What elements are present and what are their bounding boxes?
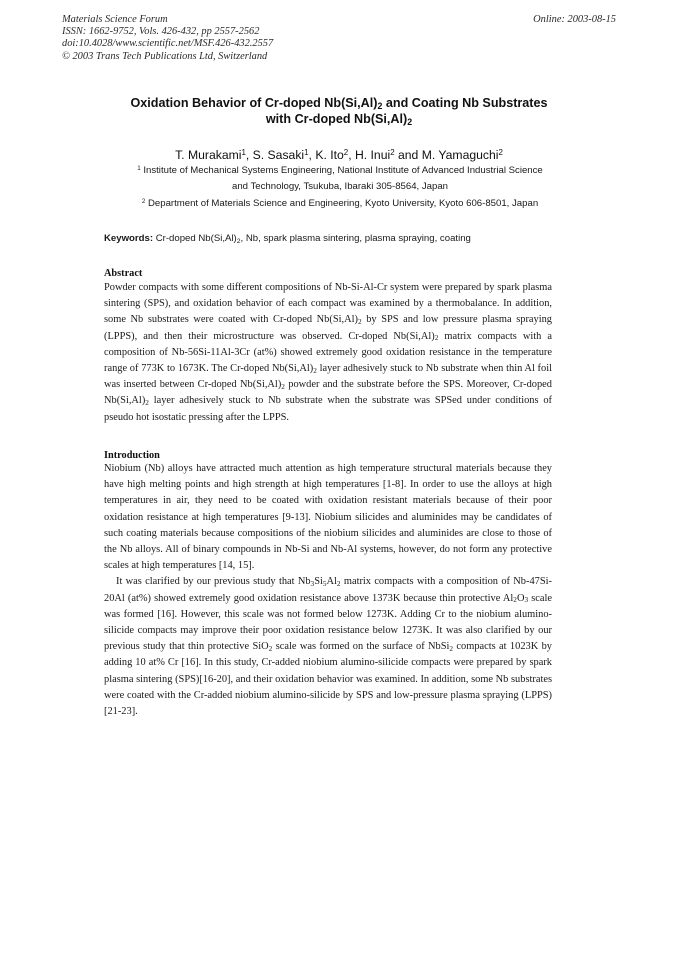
online-date: Online: 2003-08-15 [533,14,616,25]
author-name: M. Yamaguchi [421,148,499,162]
journal-name: Materials Science Forum [62,14,168,25]
abstract-heading: Abstract [104,268,143,279]
intro-paragraph-2: It was clarified by our previous study that $Nb_3Si_5Al_2$ matrix compacts with a composition of Nb-47Si-20Al (at%) showed extremely good oxidation resistance above 1373K because thin protective $Al_2O_3$ scale was formed [16]. However, this scale was not formed below 1273K. Adding Cr to the niobium alumino-silicide compacts may improve their poor oxidation resistance below 1273K. It was also clarified by our previous study that thin protective SiO$_2$ scale was formed on the surface of NbSi$_2$ compacts at 1023K by adding 10 at% Cr [16]. In this study, Cr-added niobium alumino-silicide compacts were prepared by spark plasma sintering (SPS)[16-20], and their oxidation behavior was examined. In addition, some Nb substrates were coated with the Cr-added niobium alumino-silicide by SPS and low-pressure plasma spraying (LPPS) [21-23]. [104,576,552,718]
author-name: T. Murakami [175,148,242,162]
keywords: Keywords: Cr-doped $Nb(Si,Al)_2$, Nb, spark plasma sintering, plasma spraying, coating [104,233,471,245]
intro-paragraph-1: Niobium (Nb) alloys have attracted much attention as high temperature structural materials because they have high melting points and high strength at high temperatures [1-8]. In order to use the alloys at high temperatures in air, they need to be coated with oxidation resistant materials because of their poor oxidation resistance at high temperatures [9-13]. Niobium silicides and aluminides may be candidates of such coating materials because compositions of the niobium silicides and aluminides are close to those of the Nb alloys. All of binary compounds in Nb-Si and Nb-Al systems, however, do not form any protective scales at high temperatures [14, 15]. [104,463,552,572]
title-line-2: with Cr-doped $Nb(Si,Al)_2$ [265,112,413,128]
author-name: K. Ito [315,148,344,162]
introduction-body [104,461,552,720]
affiliation-marker: 1 [241,148,246,158]
introduction-heading: Introduction [104,450,160,461]
doi-line: doi:10.4028/www.scientific.net/MSF.426-432.2557 [62,38,274,50]
affiliation-marker: 2 [343,148,349,158]
affiliation-marker: 2 [390,148,395,158]
affiliation-2: $^2$ Department of Materials Science and Engineering, Kyoto University, Kyoto 606-8501, Japan [141,197,539,209]
copyright-line: © 2003 Trans Tech Publications Ltd, Switzerland [62,50,268,62]
affiliation-marker: 1 [304,148,309,158]
abstract-body: Powder compacts with some different compositions of Nb-Si-Al-Cr system were prepared by spark plasma sintering (SPS), and oxidation behavior of each compact was examined by a thermobalance. In addition, some Nb substrates were coated with Cr-doped $Nb(Si,Al)_2$ by SPS and low pressure plasma spraying (LPPS), and then their microstructure was observed. Cr-doped $Nb(Si,Al)_2$ matrix compacts with a composition of Nb-56Si-11Al-3Cr (at%) showed extremely good oxidation resistance in the temperature range of 773K to 1673K. The Cr-doped $Nb(Si,Al)_2$ layer adhesively stuck to Nb substrate when thin Al foil was inserted between Cr-doped $Nb(Si,Al)_2$ powder and the substrate before the SPS. Moreover, Cr-doped $Nb(Si,Al)_2$ layer adhesively stuck to Nb substrate when the substrate was SPSed under conditions of pseudo hot isostatic pressing after the LPPS. [104,282,552,423]
journal-header [62,14,273,63]
author-name: S. Sasaki [252,148,305,162]
affiliation-marker: 2 [498,148,503,158]
keywords-label: Keywords: [104,233,154,244]
title-line-1: Oxidation Behavior of Cr-doped $Nb(Si,Al)_2$ and Coating Nb Substrates [130,96,548,112]
issn-line: ISSN: 1662-9752, Vols. 426-432, pp 2557-2562 [62,26,260,38]
affiliation-1: $^1$ Institute of Mechanical Systems Engineering, National Institute of Advanced Industrial Science and Technology, Tsukuba, Ibaraki 305-8564, Japan [137,164,543,192]
author-name: H. Inui [354,148,391,162]
author-list: T. Murakami$^1$, S. Sasaki$^1$, K. Ito$^2$, H. Inui$^2$ and M. Yamaguchi$^2$ [175,148,503,162]
paper-title [60,95,618,127]
